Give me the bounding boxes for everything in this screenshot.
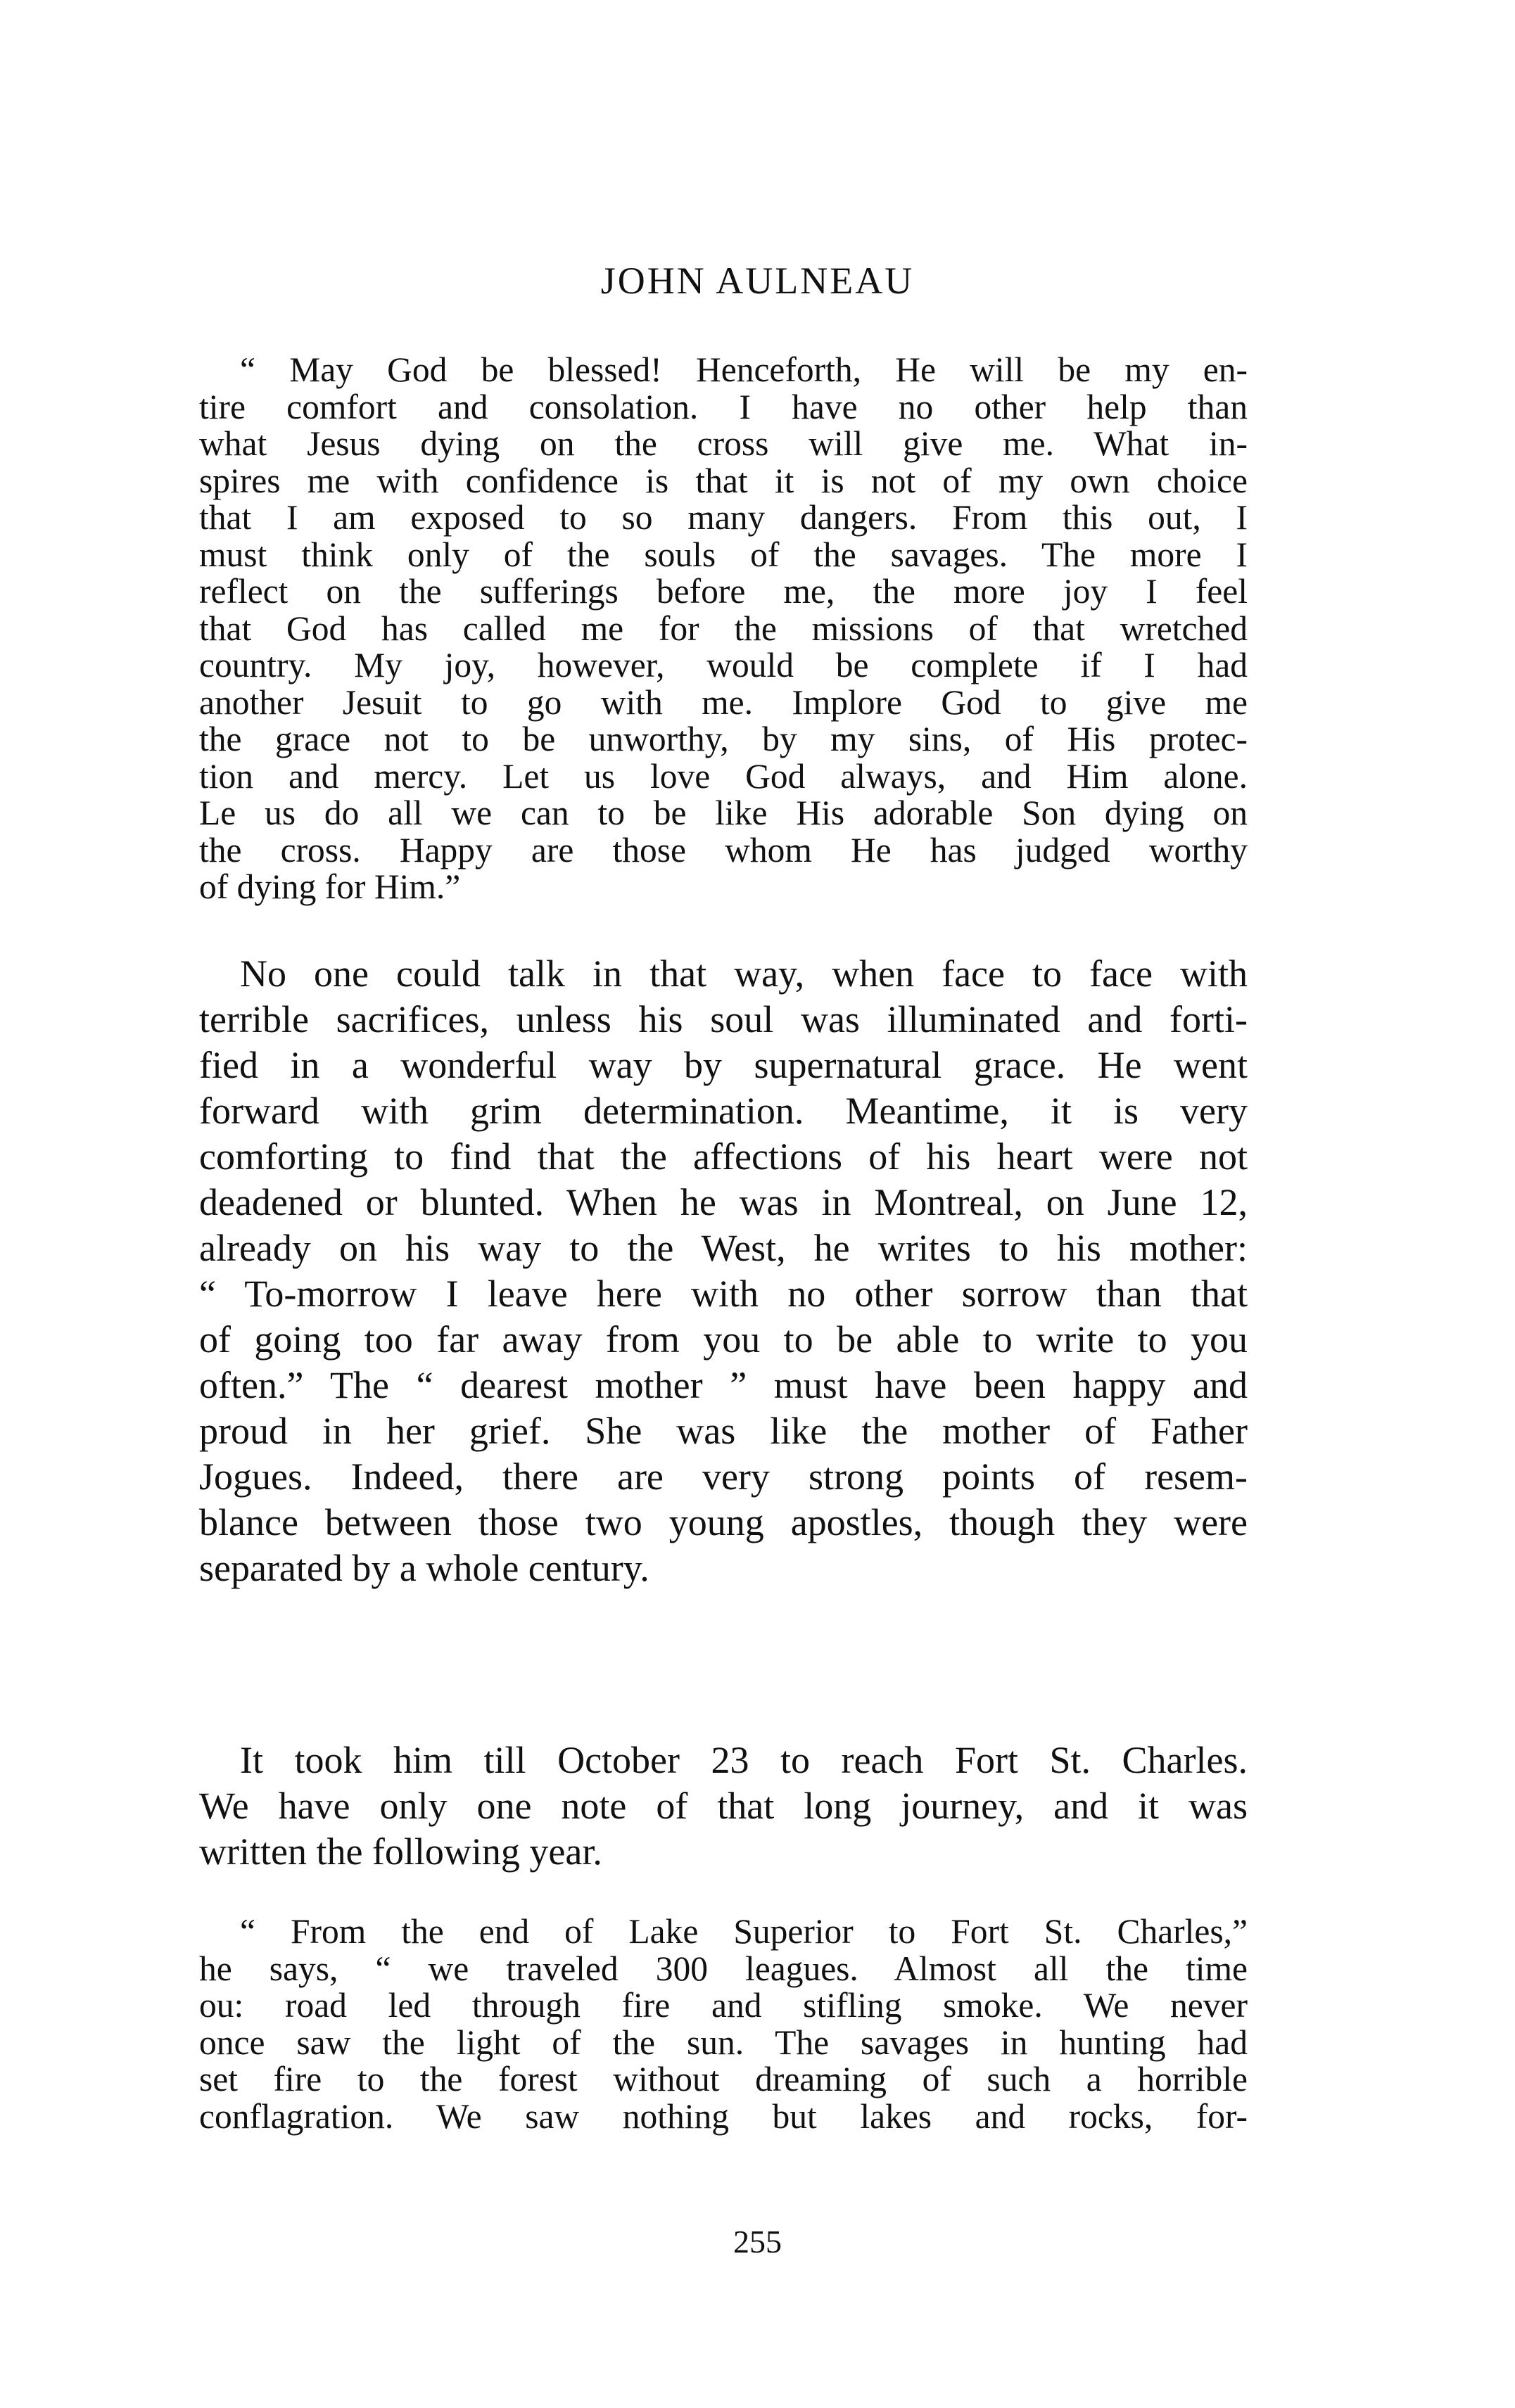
text-line: reflect on the sufferings before me, the more joy I feel xyxy=(199,572,1248,611)
running-head: JOHN AULNEAU xyxy=(600,260,915,302)
text-line: another Jesuit to go with me. Implore God to give me xyxy=(199,682,1248,722)
text-line: once saw the light of the sun. The savages in hunting had xyxy=(199,2022,1248,2062)
text-line: what Jesus dying on the cross will give me. What in- xyxy=(199,424,1248,463)
text-line: fied in a wonderful way by supernatural grace. He went xyxy=(199,1044,1248,1086)
text-line: that I am exposed to so many dangers. From this out, I xyxy=(199,498,1248,537)
text-line: spires me with confidence is that it is not of my own choice xyxy=(199,461,1248,500)
text-line: written the following year. xyxy=(199,1830,602,1873)
text-line: the grace not to be unworthy, by my sins, of His protec- xyxy=(199,720,1248,758)
text-line: country. My joy, however, would be complete if I had xyxy=(199,646,1248,684)
text-line: ou: road led through fire and stifling smoke. We never xyxy=(199,1986,1248,2025)
text-line: Jogues. Indeed, there are very strong points of resem- xyxy=(199,1455,1248,1498)
page-number: 255 xyxy=(733,2224,782,2260)
text-line: separated by a whole century. xyxy=(199,1547,649,1589)
text-line: comforting to find that the affections of his heart were not xyxy=(199,1135,1248,1178)
text-line: set fire to the forest without dreaming of such a horrible xyxy=(199,2060,1248,2098)
text-line: “ From the end of Lake Superior to Fort St. Charles,” xyxy=(240,1912,1248,1951)
text-line: tire comfort and consolation. I have no other help than xyxy=(199,387,1248,426)
text-line: must think only of the souls of the savages. The more I xyxy=(199,535,1248,574)
text-line: conflagration. We saw nothing but lakes and rocks, for- xyxy=(199,2096,1248,2136)
text-line: tion and mercy. Let us love God always, and Him alone. xyxy=(199,756,1248,796)
body-paragraph xyxy=(199,1738,1248,1875)
text-line: often.” The “ dearest mother ” must have been happy and xyxy=(199,1364,1248,1406)
text-line: of going too far away from you to be able to write to you xyxy=(199,1318,1248,1361)
text-line: “ To-morrow I leave here with no other sorrow than that xyxy=(199,1273,1248,1315)
text-line: of dying for Him.” xyxy=(199,867,461,906)
text-line: Le us do all we can to be like His adorable Son dying on xyxy=(199,794,1248,832)
body-paragraph xyxy=(199,951,1248,1591)
text-line: No one could talk in that way, when face to face with xyxy=(240,953,1248,995)
text-line: that God has called me for the missions of that wretched xyxy=(199,609,1248,648)
text-line: he says, “ we traveled 300 leagues. Almost all the time xyxy=(199,1949,1248,1988)
text-line: proud in her grief. She was like the mother of Father xyxy=(199,1410,1248,1452)
text-line: deadened or blunted. When he was in Montreal, on June 12, xyxy=(199,1181,1248,1223)
text-line: the cross. Happy are those whom He has judged worthy xyxy=(199,830,1248,869)
text-line: terrible sacrifices, unless his soul was illuminated and forti- xyxy=(199,998,1248,1040)
text-line: It took him till October 23 to reach Fort St. Charles. xyxy=(240,1739,1248,1781)
text-line: forward with grim determination. Meantime, it is very xyxy=(199,1090,1248,1132)
quoted-letter-paragraph xyxy=(199,352,1248,906)
quoted-letter-paragraph xyxy=(199,1913,1248,2135)
text-line: “ May God be blessed! Henceforth, He will be my en- xyxy=(240,350,1248,389)
text-line: already on his way to the West, he writes to his mother: xyxy=(199,1227,1248,1269)
text-line: blance between those two young apostles, though they were xyxy=(199,1501,1248,1543)
text-line: We have only one note of that long journey, and it was xyxy=(199,1785,1248,1827)
